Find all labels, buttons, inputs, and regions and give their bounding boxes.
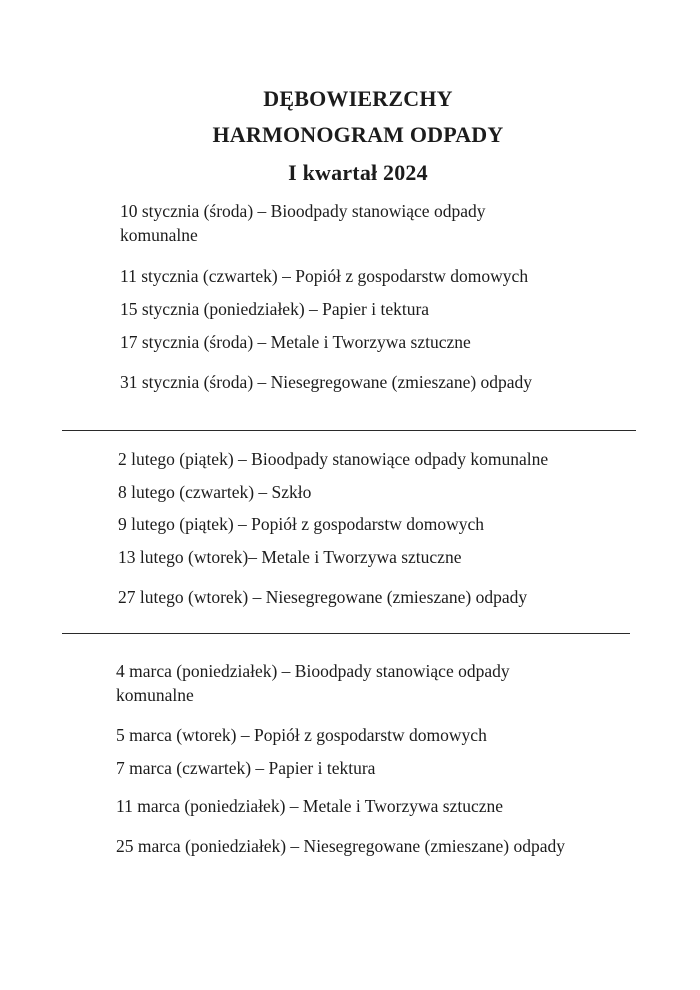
schedule-entry-jan-17: 17 stycznia (środa) – Metale i Tworzywa sztuczne [120, 332, 471, 352]
schedule-entry-feb-2: 2 lutego (piątek) – Bioodpady stanowiące odpady komunalne [118, 449, 549, 469]
schedule-entry-jan-10: 10 stycznia (środa) – Bioodpady stanowiące odpady komunalne [120, 201, 486, 245]
document-title-quarter: I kwartał 2024 [288, 160, 428, 185]
schedule-entry-mar-11: 11 marca (poniedziałek) – Metale i Tworzywa sztuczne [116, 796, 504, 816]
schedule-entry-mar-5: 5 marca (wtorek) – Popiół z gospodarstw domowych [116, 725, 487, 745]
schedule-entry-feb-9: 9 lutego (piątek) – Popiół z gospodarstw domowych [118, 514, 484, 534]
schedule-entry-jan-31: 31 stycznia (środa) – Niesegregowane (zmieszane) odpady [120, 372, 533, 392]
month-divider [62, 633, 630, 634]
schedule-entry-jan-15: 15 stycznia (poniedziałek) – Papier i tektura [120, 299, 430, 319]
schedule-entry-jan-11: 11 stycznia (czwartek) – Popiół z gospodarstw domowych [120, 266, 529, 286]
schedule-entry-mar-4: 4 marca (poniedziałek) – Bioodpady stanowiące odpady komunalne [116, 661, 510, 705]
schedule-entry-feb-8: 8 lutego (czwartek) – Szkło [118, 482, 312, 502]
schedule-entry-feb-13: 13 lutego (wtorek)– Metale i Tworzywa sztuczne [118, 547, 462, 567]
document-title-location: DĘBOWIERZCHY [263, 86, 453, 111]
schedule-entry-mar-7: 7 marca (czwartek) – Papier i tektura [116, 758, 376, 778]
schedule-entry-mar-25: 25 marca (poniedziałek) – Niesegregowane (zmieszane) odpady [116, 836, 565, 856]
document-title-schedule: HARMONOGRAM ODPADY [212, 122, 504, 147]
month-divider [62, 430, 636, 431]
schedule-entry-feb-27: 27 lutego (wtorek) – Niesegregowane (zmieszane) odpady [118, 587, 528, 607]
